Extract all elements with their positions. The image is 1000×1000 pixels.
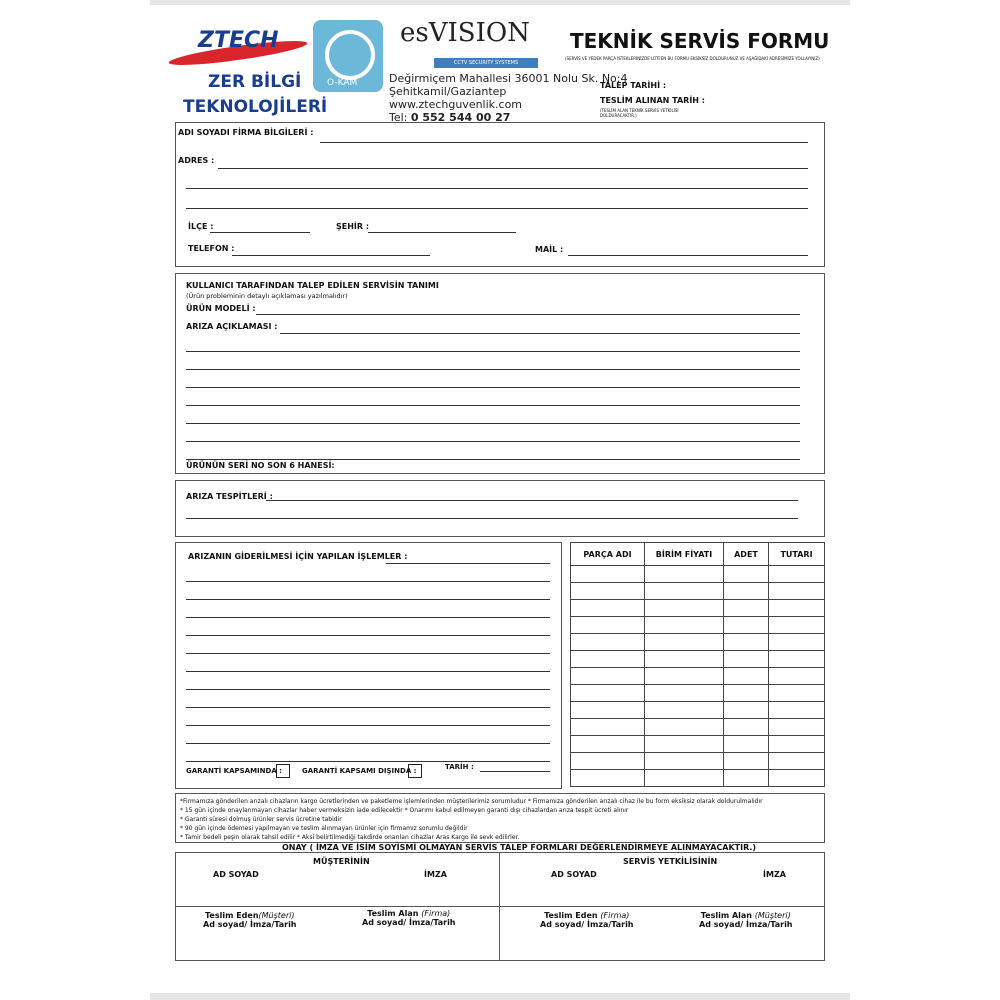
- parts-cell[interactable]: [645, 583, 724, 600]
- ztech-logo: ZTECH: [168, 22, 308, 72]
- parts-table: [570, 542, 825, 787]
- parts-cell[interactable]: [724, 736, 769, 753]
- parts-row: [571, 668, 825, 685]
- diagnosis-box: [175, 480, 825, 537]
- parts-row: [571, 702, 825, 719]
- received-date-note: (TESLİM ALAN TEKNİK SERVİS YETKİLİSİ DOLDURACAKTIR.): [600, 108, 679, 118]
- parts-cell[interactable]: [645, 702, 724, 719]
- parts-cell[interactable]: [571, 651, 645, 668]
- parts-cell[interactable]: [645, 719, 724, 736]
- parts-cell[interactable]: [571, 753, 645, 770]
- parts-cell[interactable]: [645, 770, 724, 787]
- address-line2: Şehitkamil/Gaziantep: [389, 85, 507, 98]
- parts-row: [571, 651, 825, 668]
- parts-cell[interactable]: [769, 651, 825, 668]
- parts-row: [571, 753, 825, 770]
- parts-cell[interactable]: [724, 566, 769, 583]
- address-label: ADRES :: [178, 156, 215, 165]
- parts-cell[interactable]: [769, 617, 825, 634]
- parts-cell[interactable]: [571, 685, 645, 702]
- mail-line[interactable]: [568, 255, 808, 256]
- parts-cell[interactable]: [769, 668, 825, 685]
- parts-cell[interactable]: [724, 617, 769, 634]
- parts-cell[interactable]: [769, 634, 825, 651]
- company-name-2: TEKNOLOJİLERİ: [183, 97, 328, 117]
- parts-row: [571, 566, 825, 583]
- parts-cell[interactable]: [724, 583, 769, 600]
- parts-cell[interactable]: [645, 600, 724, 617]
- parts-cell[interactable]: [571, 583, 645, 600]
- parts-cell[interactable]: [769, 566, 825, 583]
- mail-label: MAİL :: [535, 245, 564, 254]
- parts-cell[interactable]: [724, 702, 769, 719]
- note: *Firmamıza gönderilen arızalı cihazların kargo ücretlerinden ve paketleme işlemlerinden müşterilerimiz sorumludur * Firmamıza gönderilen arızalı cihaz ile bu form eksiksiz olarak doldurulmalıdır: [180, 798, 763, 805]
- parts-cell[interactable]: [645, 753, 724, 770]
- fault-description-lines[interactable]: [186, 334, 800, 460]
- parts-cell[interactable]: [724, 651, 769, 668]
- diagnosis-label: ARIZA TESPİTLERİ :: [186, 492, 273, 501]
- parts-cell[interactable]: [769, 685, 825, 702]
- service-subtitle: (Ürün probleminin detaylı açıklaması yazılmalıdır): [186, 292, 348, 300]
- handover-slot: Teslim Alan (Firma) Ad soyad/ İmza/Tarih: [362, 909, 456, 927]
- customer-heading: MÜŞTERİNİN: [313, 857, 370, 866]
- repair-lines[interactable]: [186, 564, 550, 762]
- parts-cell[interactable]: [769, 753, 825, 770]
- top-scroll-edge: [150, 0, 850, 5]
- district-line[interactable]: [210, 232, 310, 233]
- request-date-label: TALEP TARİHİ :: [600, 81, 667, 90]
- note: * 90 gün içinde ödemesi yapılmayan ve teslim alınmayan ürünler için firmamız sorumlu değildir: [180, 825, 468, 832]
- date-line[interactable]: [480, 771, 550, 772]
- company-name-1: ZER BİLGİ: [208, 72, 302, 92]
- parts-cell[interactable]: [645, 736, 724, 753]
- parts-cell[interactable]: [571, 770, 645, 787]
- parts-cell[interactable]: [571, 702, 645, 719]
- parts-cell[interactable]: [645, 668, 724, 685]
- parts-cell[interactable]: [645, 685, 724, 702]
- warranty-out-label: GARANTİ KAPSAMI DIŞINDA :: [302, 767, 417, 775]
- parts-cell[interactable]: [724, 685, 769, 702]
- parts-cell[interactable]: [724, 668, 769, 685]
- parts-row: [571, 719, 825, 736]
- parts-cell[interactable]: [769, 770, 825, 787]
- note: * Tamir bedeli peşin olarak tahsil edilir * Aksi belirtilmediği takdirde onarılan cihazlar Aras Kargo ile sevk edilirler.: [180, 834, 520, 841]
- parts-cell[interactable]: [724, 719, 769, 736]
- phone-label: TELEFON :: [188, 244, 235, 253]
- parts-cell[interactable]: [571, 719, 645, 736]
- parts-cell[interactable]: [724, 600, 769, 617]
- parts-cell[interactable]: [645, 634, 724, 651]
- note: * Garanti süresi dolmuş ürünler servis ücretine tabidir: [180, 816, 342, 823]
- phone-line[interactable]: [232, 255, 430, 256]
- parts-cell[interactable]: [571, 736, 645, 753]
- customer-info-box: [175, 122, 825, 267]
- address-line1: Değirmiçem Mahallesi 36001 Nolu Sk. No:4: [389, 72, 628, 85]
- name-line[interactable]: [320, 142, 808, 143]
- customer-signature-label: İMZA: [424, 870, 447, 879]
- parts-row: [571, 583, 825, 600]
- parts-cell[interactable]: [769, 583, 825, 600]
- handover-slot: Teslim Eden (Firma) Ad soyad/ İmza/Tarih: [540, 911, 634, 929]
- date-label: TARİH :: [445, 763, 474, 771]
- parts-cell[interactable]: [724, 634, 769, 651]
- city-line[interactable]: [368, 232, 516, 233]
- approval-divider: [175, 906, 825, 907]
- diagnosis-line[interactable]: [186, 518, 798, 519]
- serial-label: ÜRÜNÜN SERİ NO SON 6 HANESİ:: [186, 461, 335, 470]
- parts-cell[interactable]: [769, 600, 825, 617]
- parts-cell[interactable]: [724, 753, 769, 770]
- handover-slot: Teslim Alan (Müşteri) Ad soyad/ İmza/Tarih: [699, 911, 793, 929]
- parts-cell[interactable]: [645, 566, 724, 583]
- parts-cell[interactable]: [645, 651, 724, 668]
- handover-slot: Teslim Eden(Müşteri) Ad soyad/ İmza/Tarih: [203, 911, 297, 929]
- parts-row: [571, 600, 825, 617]
- model-line[interactable]: [256, 314, 800, 315]
- form-title: TEKNİK SERVİS FORMU: [570, 29, 830, 53]
- form-subtitle: (SERVİS VE YEDEK PARÇA İSTEKLERİNİZDE LÜTFEN BU FORMU EKSİKSİZ DOLDURUNUZ VE AŞAĞIDAKİ ADRESİMİZE YOLLAYINIZ): [565, 56, 820, 61]
- parts-cell[interactable]: [724, 770, 769, 787]
- parts-row: [571, 736, 825, 753]
- parts-row: [571, 770, 825, 787]
- service-signature-label: İMZA: [763, 870, 786, 879]
- parts-cell[interactable]: [769, 719, 825, 736]
- parts-cell[interactable]: [769, 702, 825, 719]
- parts-cell[interactable]: [571, 600, 645, 617]
- parts-cell[interactable]: [769, 736, 825, 753]
- address-line[interactable]: [186, 208, 808, 209]
- website: www.ztechguvenlik.com: [389, 98, 523, 111]
- parts-row: [571, 617, 825, 634]
- esvision-logo: esVISION CCTV SECURITY SYSTEMS: [400, 18, 545, 70]
- col-unit-price: BİRİM FİYATI: [645, 543, 724, 566]
- city-label: ŞEHİR :: [336, 222, 370, 231]
- contact-info: [389, 72, 628, 124]
- customer-name-label: AD SOYAD: [213, 870, 259, 879]
- address-line[interactable]: [218, 168, 808, 169]
- phone: Tel: 0 552 544 00 27: [389, 111, 511, 124]
- model-label: ÜRÜN MODELİ :: [186, 304, 256, 313]
- fault-label: ARIZA AÇIKLAMASI :: [186, 322, 278, 331]
- col-total: TUTARI: [769, 543, 825, 566]
- approval-title: ONAY ( İMZA VE İSİM SOYİSMİ OLMAYAN SERVİS TALEP FORMLARI DEĞERLENDİRMEYE ALINMAYACAKTIR.): [282, 843, 757, 852]
- address-line[interactable]: [186, 188, 808, 189]
- bottom-scroll-edge: [150, 993, 850, 1000]
- service-name-label: AD SOYAD: [551, 870, 597, 879]
- district-label: İLÇE :: [188, 222, 214, 231]
- okam-logo: O-KAM: [313, 20, 383, 92]
- diagnosis-line[interactable]: [266, 500, 798, 501]
- parts-cell[interactable]: [571, 566, 645, 583]
- name-label: ADI SOYADI FİRMA BİLGİLERİ :: [178, 128, 314, 137]
- repair-label: ARIZANIN GİDERİLMESİ İÇİN YAPILAN İŞLEMLER :: [188, 552, 408, 561]
- received-date-label: TESLİM ALINAN TARİH :: [600, 96, 705, 105]
- service-heading: SERVİS YETKİLİSİNİN: [623, 857, 718, 866]
- parts-cell[interactable]: [571, 668, 645, 685]
- parts-cell[interactable]: [645, 617, 724, 634]
- parts-cell[interactable]: [571, 617, 645, 634]
- notes-box: [175, 793, 825, 843]
- service-title: KULLANICI TARAFINDAN TALEP EDİLEN SERVİSİN TANIMI: [186, 281, 439, 290]
- note: * 15 gün içinde onaylanmayan cihazlar haber vermeksizin iade edilecektir * Onarımı kabul edilmeyen garanti dışı cihazlardan arıza tespit ücreti alınır: [180, 807, 629, 814]
- parts-row: [571, 685, 825, 702]
- warranty-in-label: GARANTİ KAPSAMINDA :: [186, 767, 282, 775]
- col-part-name: PARÇA ADI: [571, 543, 645, 566]
- parts-row: [571, 634, 825, 651]
- parts-cell[interactable]: [571, 634, 645, 651]
- col-qty: ADET: [724, 543, 769, 566]
